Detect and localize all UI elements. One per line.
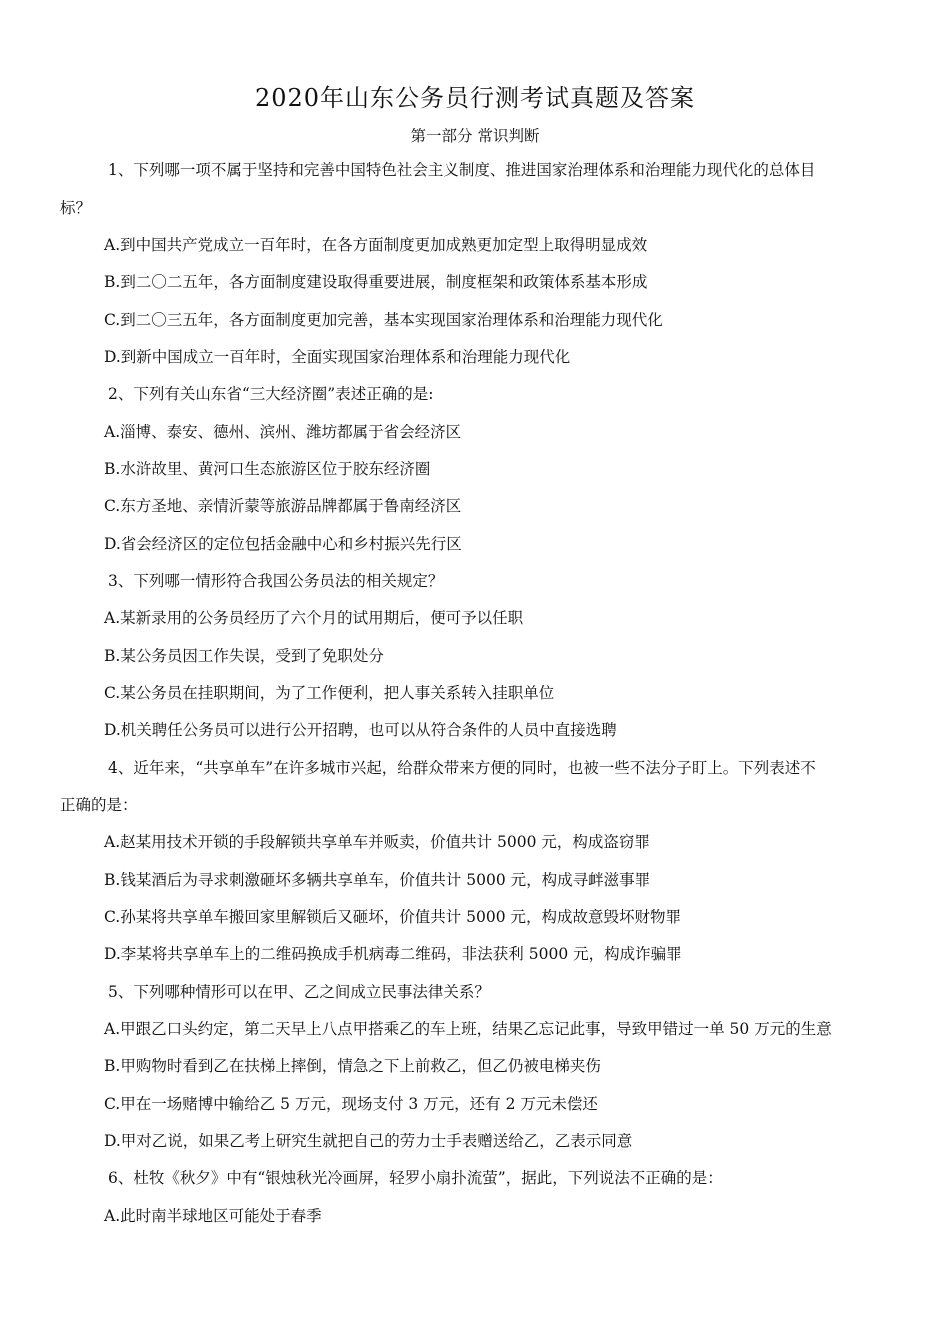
option: A.赵某用技术开锁的手段解锁共享单车并贩卖，价值共计 5000 元，构成盗窃罪 xyxy=(104,833,650,851)
question-stem-continued: 标？ xyxy=(60,199,92,217)
question-stem: 3、下列哪一情形符合我国公务员法的相关规定？ xyxy=(108,572,444,590)
option: C.孙某将共享单车搬回家里解锁后又砸坏，价值共计 5000 元，构成故意毁坏财物罪 xyxy=(104,908,682,926)
option: A.某新录用的公务员经历了六个月的试用期后，便可予以任职 xyxy=(104,609,524,627)
option: D.甲对乙说，如果乙考上研究生就把自己的劳力士手表赠送给乙，乙表示同意 xyxy=(104,1132,633,1150)
option: B.钱某酒后为寻求刺激砸坏多辆共享单车，价值共计 5000 元，构成寻衅滋事罪 xyxy=(104,871,651,889)
option: C.到二〇三五年，各方面制度更加完善，基本实现国家治理体系和治理能力现代化 xyxy=(104,311,663,329)
option: B.某公务员因工作失误，受到了免职处分 xyxy=(104,647,384,665)
option: D.李某将共享单车上的二维码换成手机病毒二维码，非法获利 5000 元，构成诈骗罪 xyxy=(104,945,682,963)
option: D.省会经济区的定位包括金融中心和乡村振兴先行区 xyxy=(104,535,462,553)
option: A.此时南半球地区可能处于春季 xyxy=(104,1207,322,1225)
option: C.甲在一场赌博中输给乙 5 万元，现场支付 3 万元，还有 2 万元未偿还 xyxy=(104,1095,598,1113)
option: D.机关聘任公务员可以进行公开招聘，也可以从符合条件的人员中直接选聘 xyxy=(104,721,617,739)
option: A.到中国共产党成立一百年时，在各方面制度更加成熟更加定型上取得明显成效 xyxy=(104,236,648,254)
option: C.东方圣地、亲情沂蒙等旅游品牌都属于鲁南经济区 xyxy=(104,497,462,515)
question-stem-continued: 正确的是： xyxy=(60,796,138,814)
option: D.到新中国成立一百年时，全面实现国家治理体系和治理能力现代化 xyxy=(104,348,571,366)
option: B.水浒故里、黄河口生态旅游区位于胶东经济圈 xyxy=(104,460,431,478)
question-stem: 6、杜牧《秋夕》中有“银烛秋光冷画屏，轻罗小扇扑流萤”，据此，下列说法不正确的是： xyxy=(108,1169,723,1187)
option: B.甲购物时看到乙在扶梯上摔倒，情急之下上前救乙，但乙仍被电梯夹伤 xyxy=(104,1057,601,1075)
option: A.淄博、泰安、德州、滨州、潍坊都属于省会经济区 xyxy=(104,423,462,441)
section-heading: 第一部分 常识判断 xyxy=(410,127,540,145)
document-title: 2020年山东公务员行测考试真题及答案 xyxy=(254,84,696,112)
question-stem: 5、下列哪种情形可以在甲、乙之间成立民事法律关系？ xyxy=(108,983,490,1001)
question-stem: 4、近年来，“共享单车”在许多城市兴起，给群众带来方便的同时，也被一些不法分子盯上。下列表述不 xyxy=(108,759,816,777)
question-stem: 2、下列有关山东省“三大经济圈”表述正确的是: xyxy=(108,385,434,403)
option: B.到二〇二五年，各方面制度建设取得重要进展，制度框架和政策体系基本形成 xyxy=(104,273,648,291)
option: A.甲跟乙口头约定，第二天早上八点甲搭乘乙的车上班，结果乙忘记此事，导致甲错过一单 50 万元的生意 xyxy=(104,1020,832,1038)
option: C.某公务员在挂职期间，为了工作便利，把人事关系转入挂职单位 xyxy=(104,684,555,702)
question-stem: 1、下列哪一项不属于坚持和完善中国特色社会主义制度、推进国家治理体系和治理能力现代化的总体目 xyxy=(108,161,816,179)
